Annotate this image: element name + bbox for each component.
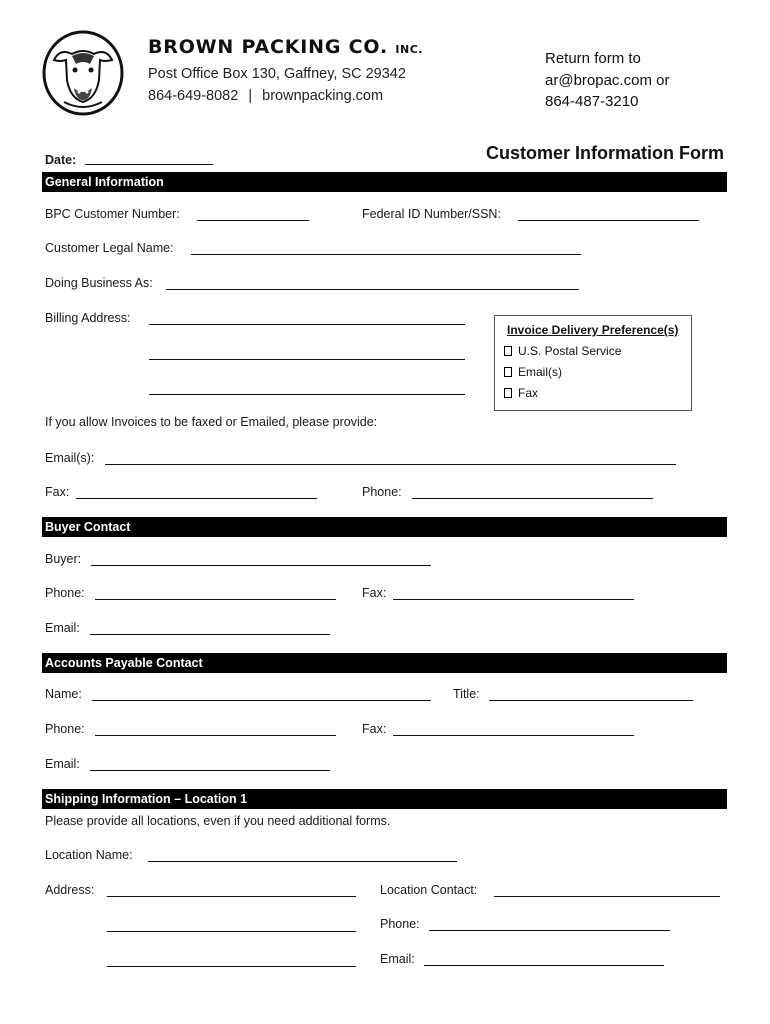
company-address: Post Office Box 130, Gaffney, SC 29342 [148, 66, 406, 82]
ap-email-label: Email: [45, 757, 80, 771]
invoice-option-fax[interactable] [504, 386, 538, 400]
buyer-email-label: Email: [45, 621, 80, 635]
buyer-fax-label: Fax: [362, 586, 387, 600]
return-line: 864-487-3210 [545, 93, 639, 110]
buyer-phone-label: Phone: [45, 586, 85, 600]
checkbox-icon[interactable] [504, 346, 512, 356]
dba-label: Doing Business As: [45, 276, 153, 290]
legal-name-field[interactable] [191, 254, 581, 255]
billing-address-label: Billing Address: [45, 311, 131, 325]
location-name-label: Location Name: [45, 848, 133, 862]
buyer-label: Buyer: [45, 552, 82, 566]
location-phone-field[interactable] [429, 930, 670, 931]
emails-label: Email(s): [45, 451, 95, 465]
billing-address-line-3[interactable] [149, 394, 465, 395]
option-label: Fax [518, 386, 539, 400]
shipping-address-label: Address: [45, 883, 95, 897]
company-suffix: INC. [395, 43, 423, 56]
company-phone: 864-649-8082 [148, 88, 239, 104]
option-label: U.S. Postal Service [518, 344, 622, 358]
general-fax-field[interactable] [76, 498, 317, 499]
return-instructions [545, 48, 669, 113]
dba-field[interactable] [166, 289, 579, 290]
location-email-field[interactable] [424, 965, 664, 966]
ap-name-label: Name: [45, 687, 82, 701]
legal-name-label: Customer Legal Name: [45, 241, 174, 255]
location-phone-label: Phone: [380, 917, 420, 931]
return-line: Return form to [545, 50, 641, 67]
company-contact-line [148, 88, 383, 104]
general-phone-field[interactable] [412, 498, 653, 499]
ap-email-field[interactable] [90, 770, 330, 771]
buyer-field[interactable] [91, 565, 431, 566]
customer-number-label: BPC Customer Number: [45, 207, 180, 221]
checkbox-icon[interactable] [504, 367, 512, 377]
company-name-text: BROWN PACKING CO. [148, 36, 388, 58]
ap-name-field[interactable] [92, 700, 431, 701]
buyer-email-field[interactable] [90, 634, 330, 635]
shipping-address-line-3[interactable] [107, 966, 356, 967]
location-contact-field[interactable] [494, 896, 720, 897]
customer-number-field[interactable] [197, 220, 309, 221]
billing-address-line-1[interactable] [149, 324, 465, 325]
invoice-preference-title: Invoice Delivery Preference(s) [507, 323, 679, 337]
federal-id-field[interactable] [518, 220, 699, 221]
company-website: brownpacking.com [262, 88, 384, 104]
checkbox-icon[interactable] [504, 388, 512, 398]
ap-title-field[interactable] [489, 700, 693, 701]
date-field[interactable] [85, 164, 213, 165]
general-fax-label: Fax: [45, 485, 70, 499]
buyer-phone-field[interactable] [95, 599, 336, 600]
billing-address-line-2[interactable] [149, 359, 465, 360]
buyer-fax-field[interactable] [393, 599, 634, 600]
shipping-note: Please provide all locations, even if you need additional forms. [45, 814, 391, 828]
ap-title-label: Title: [453, 687, 480, 701]
company-logo-steer [42, 30, 124, 116]
location-contact-label: Location Contact: [380, 883, 478, 897]
shipping-address-line-2[interactable] [107, 931, 356, 932]
ap-phone-field[interactable] [95, 735, 336, 736]
contact-separator: | [248, 88, 253, 104]
location-name-field[interactable] [148, 861, 457, 862]
form-title: Customer Information Form [485, 143, 724, 163]
invoice-option-email[interactable] [504, 365, 562, 379]
ap-phone-label: Phone: [45, 722, 85, 736]
location-email-label: Email: [380, 952, 415, 966]
section-general-information: General Information [42, 172, 727, 192]
ap-fax-label: Fax: [362, 722, 387, 736]
company-name [148, 36, 423, 58]
invoice-option-postal[interactable] [504, 344, 621, 358]
federal-id-label: Federal ID Number/SSN: [362, 207, 501, 221]
fax-email-note: If you allow Invoices to be faxed or Emailed, please provide: [45, 415, 378, 429]
section-buyer-contact: Buyer Contact [42, 517, 727, 537]
ap-fax-field[interactable] [393, 735, 634, 736]
section-accounts-payable: Accounts Payable Contact [42, 653, 727, 673]
shipping-address-line-1[interactable] [107, 896, 356, 897]
option-label: Email(s) [518, 365, 562, 379]
return-line: ar@bropac.com or [545, 71, 670, 89]
emails-field[interactable] [105, 464, 676, 465]
date-label: Date: [45, 153, 77, 167]
general-phone-label: Phone: [362, 485, 402, 499]
section-shipping-information: Shipping Information – Location 1 [42, 789, 727, 809]
